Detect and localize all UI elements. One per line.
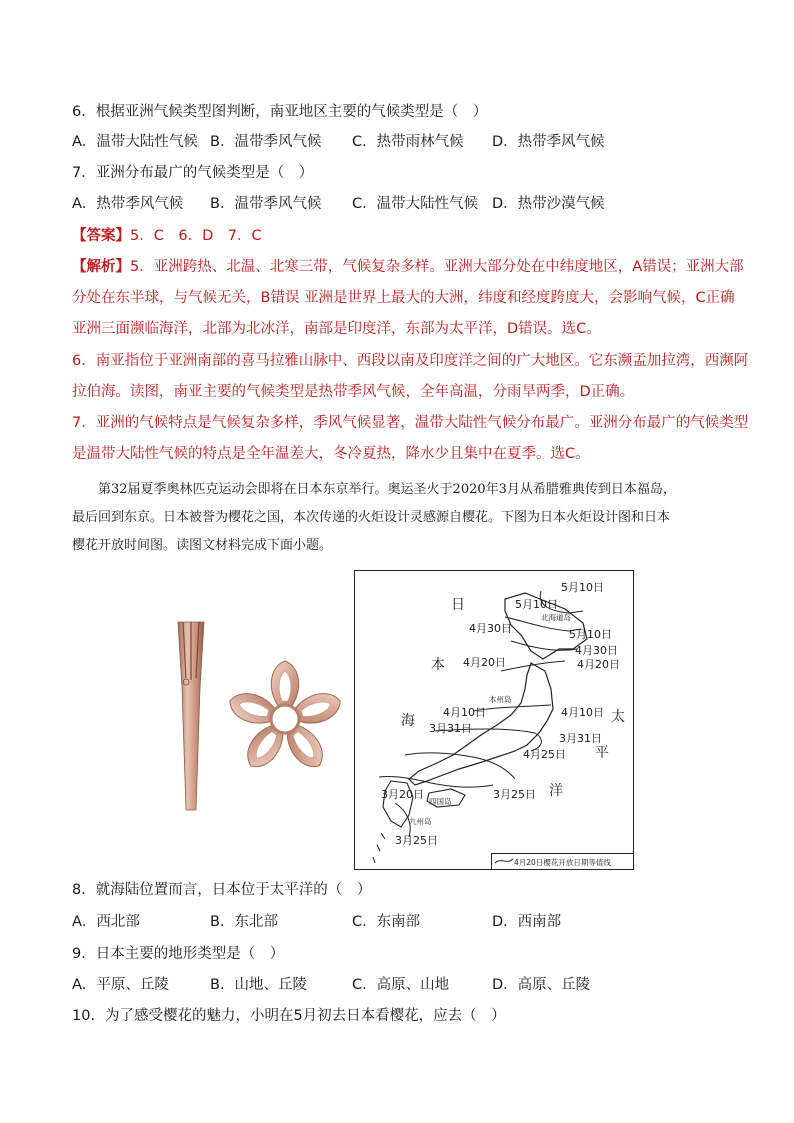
q6-option-d: D．热带季风气候 <box>492 134 605 150</box>
q9-option-b: B．山地、丘陵 <box>210 977 307 993</box>
q6-stem: 6．根据亚洲气候类型图判断，南亚地区主要的气候类型是（ ） <box>72 104 488 120</box>
map-legend-text: 4月20日樱花开放日期等值线 <box>514 858 611 867</box>
island-label-hokkaido: 北海道岛 <box>541 613 571 622</box>
q7-option-c: C．温带大陆性气候 <box>352 196 479 212</box>
island-label-shikoku: 四国岛 <box>429 797 452 806</box>
isoline-date-label: 5月10日 <box>569 628 612 641</box>
analysis-line-5: 拉伯海。读图，南亚主要的气候类型是热带季风气候，全年高温，分雨旱两季，D正确。 <box>72 384 635 400</box>
japan-map-drawing <box>355 571 635 871</box>
map-legend <box>491 853 633 869</box>
analysis-label: 【解析】 <box>72 259 130 275</box>
isoline-date-label: 4月20日 <box>463 656 506 669</box>
q9-stem: 9．日本主要的地形类型是（ ） <box>72 946 285 962</box>
q6-option-c: C．热带雨林气候 <box>352 134 464 150</box>
intro-line-1: 第32届夏季奥林匹克运动会即将在日本东京举行。奥运圣火于2020年3月从希腊雅典传到日本福岛， <box>98 482 676 497</box>
isoline-date-label: 3月31日 <box>559 732 602 745</box>
isoline-date-label: 3月25日 <box>493 788 536 801</box>
island-label-kyushu: 九州岛 <box>409 817 432 826</box>
analysis-line-3: 亚洲三面濒临海洋，北部为北冰洋，南部是印度洋，东部为太平洋，D错误。选C。 <box>72 321 601 337</box>
isoline-date-label: 4月25日 <box>523 748 566 761</box>
q7-options <box>72 194 722 214</box>
q7-option-a: A．热带季风气候 <box>72 196 184 212</box>
isoline-date-label: 3月31日 <box>429 722 472 735</box>
intro-line-2: 最后回到东京。日本被誉为樱花之国，本次传递的火炬设计灵感源自樱花。下图为日本火炬设计图和日本 <box>72 510 671 525</box>
intro-line-3: 樱花开放时间图。读图文材料完成下面小题。 <box>72 538 333 553</box>
isoline-date-label: 5月10日 <box>515 598 558 611</box>
answer-label: 【答案】 <box>72 228 130 244</box>
q8-option-a: A．西北部 <box>72 914 140 930</box>
answer-line <box>72 226 262 246</box>
q6-option-a: A．温带大陆性气候 <box>72 134 198 150</box>
q7-option-d: D．热带沙漠气候 <box>492 196 605 212</box>
q10-stem: 10．为了感受樱花的魅力，小明在5月初去日本看樱花，应去（ ） <box>72 1008 506 1024</box>
q8-stem: 8．就海陆位置而言，日本位于太平洋的（ ） <box>72 882 372 898</box>
analysis-line-6: 7．亚洲的气候特点是气候复杂多样，季风气候显著，温带大陆性气候分布最广。亚洲分布最广的气候类型 <box>72 415 749 431</box>
isoline-date-label: 4月20日 <box>577 658 620 671</box>
analysis-line-4: 6．南亚指位于亚洲南部的喜马拉雅山脉中、西段以南及印度洋之间的广大地区。它东濒孟加拉湾，西濒阿 <box>72 353 749 369</box>
intro-passage <box>72 476 724 560</box>
q8-option-d: D．西南部 <box>492 914 562 930</box>
q8-options <box>72 912 722 932</box>
japan-sakura-map <box>354 570 634 870</box>
torch-illustration <box>170 618 212 818</box>
q6-options <box>72 132 722 152</box>
isoline-date-label: 3月20日 <box>381 788 424 801</box>
pacific-ocean-label-2: 平 <box>595 745 609 761</box>
isoline-date-label: 5月10日 <box>561 581 604 594</box>
sea-of-japan-label-3: 海 <box>401 713 415 729</box>
q9-option-c: C．高原、山地 <box>352 977 450 993</box>
q9-option-a: A．平原、丘陵 <box>72 977 169 993</box>
pacific-ocean-label-3: 洋 <box>549 783 563 799</box>
answer-text: 5．C 6．D 7．C <box>130 228 262 244</box>
q7-stem: 7．亚洲分布最广的气候类型是（ ） <box>72 165 314 181</box>
q9-options <box>72 975 722 995</box>
isoline-date-label: 4月30日 <box>469 622 512 635</box>
q6-option-b: B．温带季风气候 <box>210 134 322 150</box>
q8-option-c: C．东南部 <box>352 914 421 930</box>
q8-option-b: B．东北部 <box>210 914 278 930</box>
sea-of-japan-label-2: 本 <box>431 657 445 673</box>
analysis-line-7: 是温带大陆性气候的特点是全年温差大，冬冷夏热，降水少且集中在夏季。选C。 <box>72 446 590 462</box>
q9-option-d: D．高原、丘陵 <box>492 977 591 993</box>
isoline-date-label: 4月10日 <box>561 706 604 719</box>
analysis-line-2: 分处在东半球，与气候无关，B错误 亚洲是世界上最大的大洲，纬度和经度跨度大，会影响气候，C正确 <box>72 290 735 306</box>
isoline-date-label: 4月30日 <box>575 644 618 657</box>
sakura-torch-top-view <box>220 655 350 780</box>
analysis-line-1: 【解析】5．亚洲跨热、北温、北寒三带，气候复杂多样。亚洲大部分处在中纬度地区，A错误；亚洲大部 <box>72 259 744 275</box>
island-label-honshu: 本州岛 <box>489 695 512 704</box>
q7-option-b: B．温带季风气候 <box>210 196 322 212</box>
sea-of-japan-label-1: 日 <box>451 597 465 613</box>
pacific-ocean-label-1: 太 <box>611 709 625 725</box>
isoline-date-label: 4月10日 <box>443 706 486 719</box>
isoline-date-label: 3月25日 <box>395 834 438 847</box>
